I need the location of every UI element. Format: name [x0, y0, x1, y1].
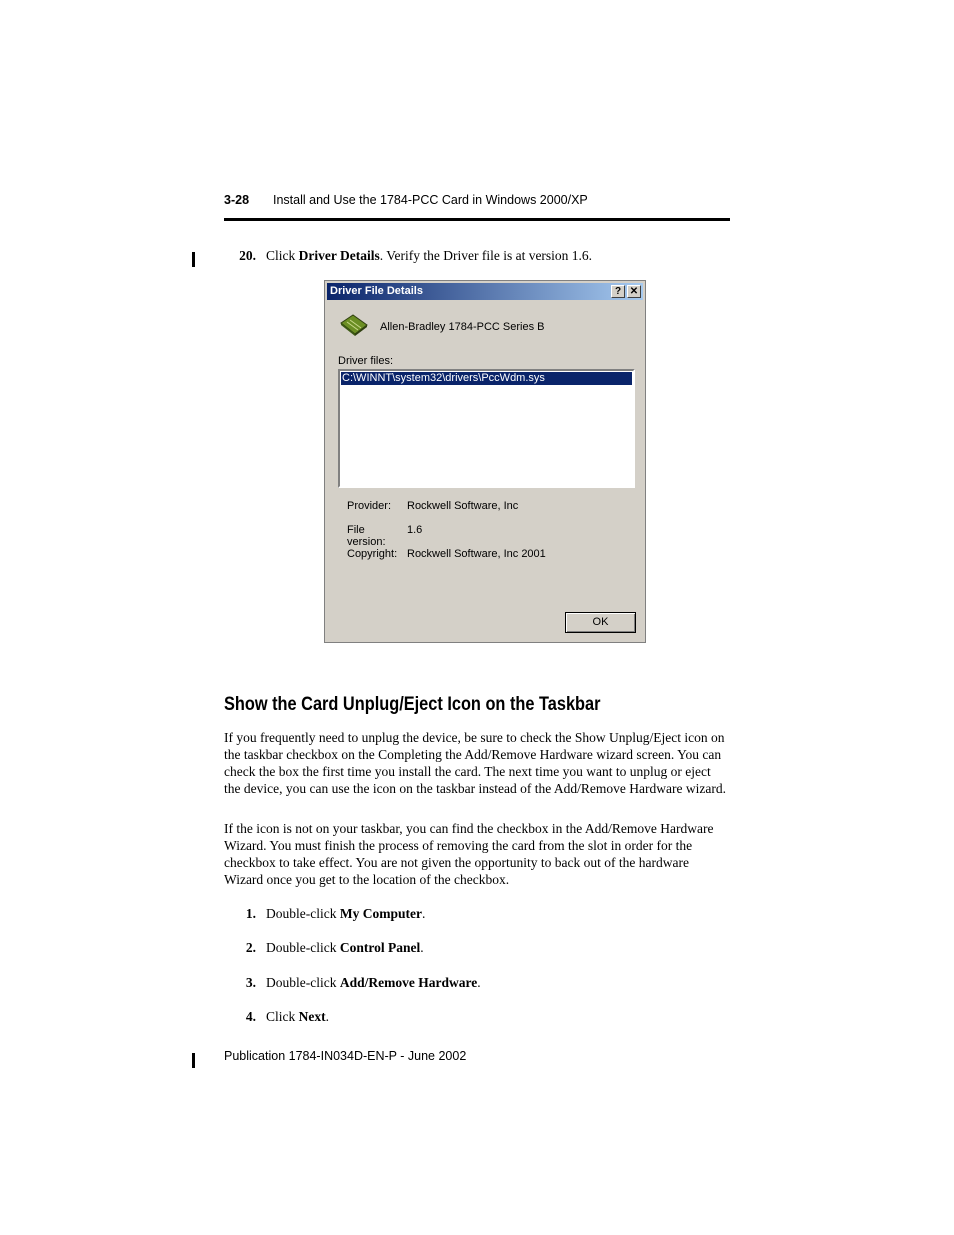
footer-publication: Publication 1784-IN034D-EN-P - June 2002 — [224, 1049, 467, 1063]
paragraph-2: If the icon is not on your taskbar, you can find the checkbox in the Add/Remove Hardware Wizard. You must finish the process of removing the card from the slot in order for the checkbox to take effect. You are not given the opportunity to back out of the hardware Wizard once you get to the location of the checkbox. — [224, 821, 714, 888]
driver-file-item[interactable]: C:\WINNT\system32\drivers\PccWdm.sys — [341, 372, 632, 385]
driver-file-details-dialog — [324, 280, 646, 643]
step-text-before: Click — [266, 248, 299, 263]
paragraph-1: If you frequently need to unplug the device, be sure to check the Show Unplug/Eject icon on the taskbar checkbox on the Completing the Add/Remove Hardware wizard screen. You can check the box the first time you install the card. The next time you want to unplug or eject the device, you can use the icon on the taskbar instead of the Add/Remove Hardware wizard. — [224, 730, 726, 797]
step-text-before: Click — [266, 1009, 299, 1024]
step-1 — [232, 906, 425, 922]
step-bold: Next — [298, 1009, 326, 1024]
step-number: 3. — [245, 975, 256, 990]
header-title: Install and Use the 1784-PCC Card in Windows 2000/XP — [273, 193, 588, 207]
device-name: Allen-Bradley 1784-PCC Series B — [380, 321, 545, 333]
step-text-after: . Verify the Driver file is at version 1.6. — [379, 248, 593, 263]
provider-value: Rockwell Software, Inc — [407, 500, 519, 512]
step-bold: Driver Details — [298, 248, 380, 263]
step-text-after: . — [325, 1009, 329, 1024]
page-header — [224, 192, 730, 221]
step-text-after: . — [420, 940, 424, 955]
change-bar — [192, 252, 195, 267]
help-button[interactable]: ? — [611, 285, 625, 298]
step-20 — [232, 248, 592, 264]
step-number: 2. — [245, 940, 256, 955]
step-number: 20. — [239, 248, 256, 263]
driver-files-list[interactable] — [338, 369, 635, 488]
step-bold: Control Panel — [339, 940, 421, 955]
step-bold: My Computer — [339, 906, 422, 921]
copyright-value: Rockwell Software, Inc 2001 — [407, 548, 546, 560]
page-number: 3-28 — [224, 193, 250, 207]
step-3 — [232, 975, 481, 991]
ok-button[interactable]: OK — [565, 612, 636, 633]
copyright-label: Copyright: — [347, 548, 398, 560]
step-4 — [232, 1009, 329, 1025]
pc-card-icon — [339, 313, 369, 337]
change-bar — [192, 1053, 195, 1068]
step-bold: Add/Remove Hardware — [339, 975, 478, 990]
driver-files-label: Driver files: — [338, 355, 394, 367]
step-text-before: Double-click — [266, 940, 340, 955]
step-text-before: Double-click — [266, 906, 340, 921]
step-2 — [232, 940, 424, 956]
step-text-before: Double-click — [266, 975, 340, 990]
section-heading: Show the Card Unplug/Eject Icon on the Taskbar — [224, 694, 601, 715]
close-button[interactable]: ✕ — [627, 285, 641, 298]
version-value: 1.6 — [407, 524, 423, 536]
dialog-titlebar — [327, 283, 643, 300]
version-label: File version: — [347, 524, 386, 548]
dialog-title: Driver File Details — [330, 285, 423, 297]
provider-label: Provider: — [347, 500, 392, 512]
step-text-after: . — [421, 906, 426, 921]
step-number: 1. — [245, 906, 256, 921]
step-number: 4. — [245, 1009, 256, 1024]
step-text-after: . — [477, 975, 481, 990]
